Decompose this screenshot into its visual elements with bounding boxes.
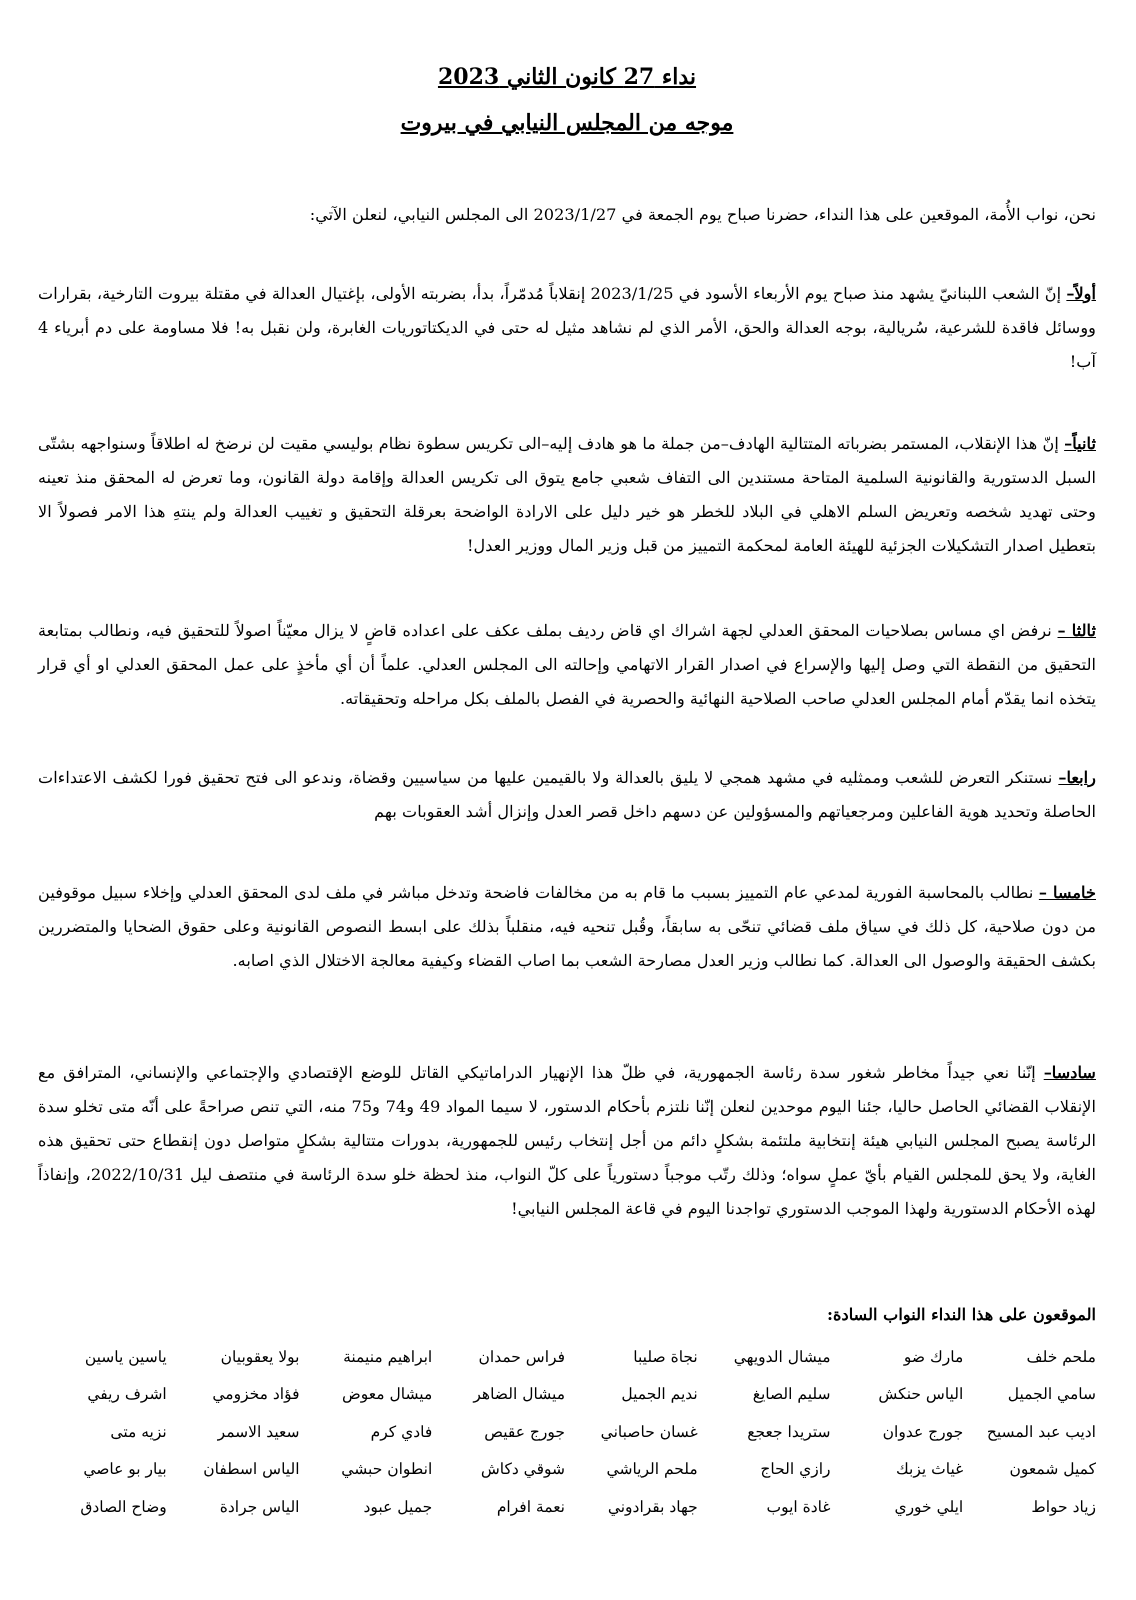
signatory-name: نجاة صليبا bbox=[633, 1348, 698, 1366]
signatory-name: ايلي خوري bbox=[894, 1497, 964, 1516]
section-5 bbox=[38, 876, 1096, 978]
signatory-name: انطوان حبشي bbox=[341, 1460, 433, 1479]
section-2-text: إنّ هذا الإنقلاب، المستمر بضرباته المتتالية الهادف–من جملة ما هو هادف إليه–الى تكريس سطوة نظام بوليسي مقيت لن نرضخ له اطلاقاً وسنواجهه بشتّى السبل الدستورية والقانونية السلمية المتاحة مستندين الى التفاف شعبي جامع يتوق الى تكريس العدالة وإقامة دولة القانون، وما تعرض له المحقق منذ تعينه وحتى تهديد شخصه وتعريض السلم الاهلي في البلاد للخطر هو خير دليل على الارادة الواضحة بعرقلة التحقيق و تغييب العدالة ولم ينتهِ هذا الامر فصولاً الا بتعطيل اصدار التشكيلات الجزئية للهيئة العامة لمحكمة التمييز من قبل وزير المال ووزير العدل! bbox=[38, 434, 1096, 555]
section-1-lead: أولاً– bbox=[1066, 284, 1096, 303]
section-5-text: نطالب بالمحاسبة الفورية لمدعي عام التمييز بسبب ما قام به من مخالفات فاضحة وتدخل مباشر في ملف لدى المحقق العدلي وإخلاء سبيل موقوفين من دون صلاحية، كل ذلك في سياق ملف قضائي تنحّى به سابقاً، وقُبل تنحيه فيه، منقلباً بذلك على ابسط النصوص القانونية وعلى حقوق الضحايا والمتضررين بكشف الحقيقة والوصول الى العدالة. كما نطالب وزير العدل مصارحة الشعب بما اصاب القضاء وكيفية معالجة الاختلال الذي اصابه. bbox=[38, 883, 1096, 970]
signatory-name: ملحم الرياشي bbox=[606, 1460, 698, 1479]
section-4-text: نستنكر التعرض للشعب وممثليه في مشهد همجي لا يليق بالعدالة ولا بالقيمين عليها من سياسيين وقضاة، وندعو الى فتح تحقيق فورا لكشف الاعتداءات الحاصلة وتحديد هوية الفاعلين ومرجعياتهم والمسؤولين عن دسهم داخل قصر العدل وإنزال أشد العقوبات بهم bbox=[38, 768, 1096, 821]
signatory-name: كميل شمعون bbox=[1009, 1460, 1096, 1479]
signatory-name: جهاد بقرادوني bbox=[607, 1497, 698, 1516]
signatory-name: نديم الجميل bbox=[621, 1385, 698, 1404]
signatory-name: فادي كرم bbox=[370, 1422, 433, 1441]
section-1-text: إنّ الشعب اللبنانيّ يشهد منذ صباح يوم الأربعاء الأسود في 2023/1/25 إنقلاباً مُدمّراً، بدأ، بضربته الأولى، بإغتيال العدالة في مقتلة بيروت التارخية، بقرارات ووسائل فاقدة للشرعية، سُريالية، بوجه العدالة والحق، الأمر الذي لم نشاهد مثيل له حتى في الديكتاتوريات الغابرة، ولن نقبل به! فلا مساومة على دم أبرياء 4 آب! bbox=[38, 284, 1096, 371]
signatory-name: الياس اسطفان bbox=[203, 1460, 300, 1479]
signatory-name: ابراهيم منيمنة bbox=[343, 1348, 433, 1366]
document-page bbox=[38, 0, 1096, 1600]
signatory-name: وضاح الصادق bbox=[80, 1497, 167, 1516]
intro-paragraph: نحن، نواب الأُمة، الموقعين على هذا النداء، حضرنا صباح يوم الجمعة في 2023/1/27 الى المجلس النيابي، لنعلن الآتي: bbox=[309, 205, 1096, 224]
signatory-name: اديب عبد المسيح bbox=[986, 1422, 1096, 1441]
signatory-name: بيار بو عاصي bbox=[83, 1460, 167, 1479]
signatory-name: رازي الحاج bbox=[760, 1460, 831, 1479]
section-3-lead: ثالثا – bbox=[1057, 621, 1096, 640]
signatory-name: الياس حنكش bbox=[878, 1385, 964, 1404]
signatory-name: شوقي دكاش bbox=[480, 1460, 565, 1479]
signatory-name: غياث يزبك bbox=[895, 1460, 964, 1479]
signatories-grid bbox=[38, 1339, 1096, 1526]
signatory-name: جميل عبود bbox=[363, 1497, 433, 1516]
section-4-lead: رابعا– bbox=[1058, 768, 1096, 787]
signatory-name: بولا يعقوبيان bbox=[220, 1348, 300, 1366]
section-2-lead: ثانياً– bbox=[1064, 434, 1096, 453]
section-4 bbox=[38, 761, 1096, 829]
signatory-name: ميشال معوض bbox=[342, 1385, 433, 1404]
signatory-name: فراس حمدان bbox=[478, 1348, 565, 1366]
signatory-name: جورج عدوان bbox=[882, 1422, 964, 1441]
signatory-name: جورج عقيص bbox=[484, 1422, 565, 1441]
signatory-name: اشرف ريفي bbox=[87, 1385, 167, 1404]
section-6-text: إنّنا نعي جيداً مخاطر شغور سدة رئاسة الجمهورية، في ظلّ هذا الإنهيار الدراماتيكي القاتل للوضع الإقتصادي والإجتماعي والإنساني، المترافق مع الإنقلاب القضائي الحاصل حاليا، جئنا اليوم موحدين لنعلن إنّنا نلتزم بأحكام الدستور، لا سيما المواد 49 و74 و75 منه، التي تنص صراحةً على أنّه متى تخلو سدة الرئاسة يصبح المجلس النيابي هيئة إنتخابية ملتئمة بشكلٍ دائم من أجل إنتخاب رئيس للجمهورية، بدورات متتالية بشكلٍ متواصل دون إنقطاع حتى تحقيق هذه الغاية، ولا يحق للمجلس القيام بأيّ عملٍ سواه؛ وذلك رتّب موجباً دستورياً على كلّ النواب، منذ لحظة خلو سدة الرئاسة في منتصف ليل 2022/10/31، وإنفاذاً لهذه الأحكام الدستورية ولهذا الموجب الدستوري تواجدنا اليوم في قاعة المجلس النيابي! bbox=[38, 1063, 1096, 1218]
signatories-heading: الموقعون على هذا النداء النواب السادة: bbox=[827, 1305, 1096, 1324]
signatory-name: فؤاد مخزومي bbox=[212, 1385, 300, 1404]
section-6-lead: سادسا– bbox=[1043, 1063, 1096, 1082]
section-3 bbox=[38, 614, 1096, 716]
signatory-name: زياد حواط bbox=[1031, 1497, 1096, 1516]
signatory-name: سليم الصايغ bbox=[752, 1385, 831, 1404]
document-title: نداء 27 كانون الثاني 2023 bbox=[437, 64, 697, 90]
signatory-name: غسان حاصباني bbox=[600, 1422, 698, 1441]
section-6 bbox=[38, 1056, 1096, 1226]
signatory-name: غادة ايوب bbox=[766, 1497, 831, 1516]
signatory-name: سامي الجميل bbox=[1007, 1385, 1096, 1404]
section-2 bbox=[38, 427, 1096, 563]
document-subtitle: موجه من المجلس النيابي في بيروت bbox=[400, 110, 734, 136]
signatory-name: الياس جرادة bbox=[219, 1497, 300, 1516]
signatory-name: نعمة افرام bbox=[496, 1497, 565, 1516]
signatory-name: ميشال الدويهي bbox=[733, 1348, 831, 1366]
section-1 bbox=[38, 277, 1096, 379]
signatory-name: ياسين ياسين bbox=[84, 1348, 167, 1366]
signatory-name: نزيه متى bbox=[110, 1422, 167, 1441]
section-3-text: نرفض اي مساس بصلاحيات المحقق العدلي لجهة اشراك اي قاض رديف بملف عكف على اعداده قاضٍ لا يزال معيّناً اصولاً للتحقيق فيه، ونطالب بمتابعة التحقيق من النقطة التي وصل إليها والإسراع في اصدار القرار الاتهامي وإحالته الى المجلس العدلي. علماً أن أي مأخذٍ على عمل المحقق العدلي او أي قرار يتخذه انما يقدّم أمام المجلس العدلي صاحب الصلاحية النهائية والحصرية في الفصل بالملف بكل مراحله وتحقيقاته. bbox=[38, 621, 1096, 708]
signatory-name: ملحم خلف bbox=[1026, 1348, 1096, 1366]
signatory-name: ستريدا جعجع bbox=[747, 1422, 831, 1441]
signatory-name: مارك ضو bbox=[903, 1348, 964, 1366]
signatory-name: سعيد الاسمر bbox=[217, 1422, 300, 1441]
signatory-name: ميشال الضاهر bbox=[473, 1385, 565, 1404]
section-5-lead: خامسا – bbox=[1038, 883, 1096, 902]
